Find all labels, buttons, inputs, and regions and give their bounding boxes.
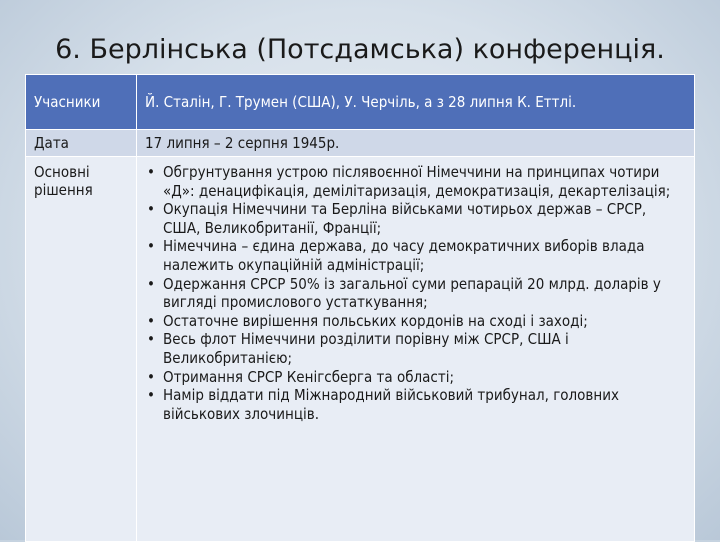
table-row-date [26, 130, 695, 157]
list-item: • Отримання СРСР Кенігсберга та області; [163, 368, 686, 387]
decisions-list [145, 163, 686, 423]
list-item: • Окупація Німеччини та Берліна військами чотирьох держав – СРСР, США, Великобританії, Франції; [163, 200, 686, 237]
table-row-participants [26, 75, 695, 130]
list-item: • Одержання СРСР 50% із загальної суми репарацій 20 млрд. доларів у вигляді промислового устаткування; [163, 275, 686, 312]
slide-title: 6. Берлінська (Потсдамська) конференція. [55, 34, 665, 65]
list-item: • Остаточне вирішення польських кордонів на сході і заході; [163, 312, 686, 331]
participants-value: Й. Сталін, Г. Трумен (США), У. Черчіль, а з 28 липня К. Еттлі. [137, 75, 695, 130]
decisions-label: Основні рішення [26, 157, 137, 542]
table-row-decisions [26, 157, 695, 542]
participants-label: Учасники [26, 75, 137, 130]
list-item: • Німеччина – єдина держава, до часу демократичних виборів влада належить окупаційній адміністрації; [163, 237, 686, 274]
date-label: Дата [26, 130, 137, 157]
decisions-cell [137, 157, 695, 542]
list-item: • Весь флот Німеччини розділити порівну між СРСР, США і Великобританією; [163, 330, 686, 367]
list-item: • Обгрунтування устрою післявоєнної Німеччини на принципах чотири «Д»: денацифікація, демілітаризація, демократизація, декартелізація; [163, 163, 686, 200]
conference-table [25, 74, 695, 542]
list-item: • Намір віддати під Міжнародний військовий трибунал, головних військових злочинців. [163, 386, 686, 423]
date-value: 17 липня – 2 серпня 1945р. [137, 130, 695, 157]
